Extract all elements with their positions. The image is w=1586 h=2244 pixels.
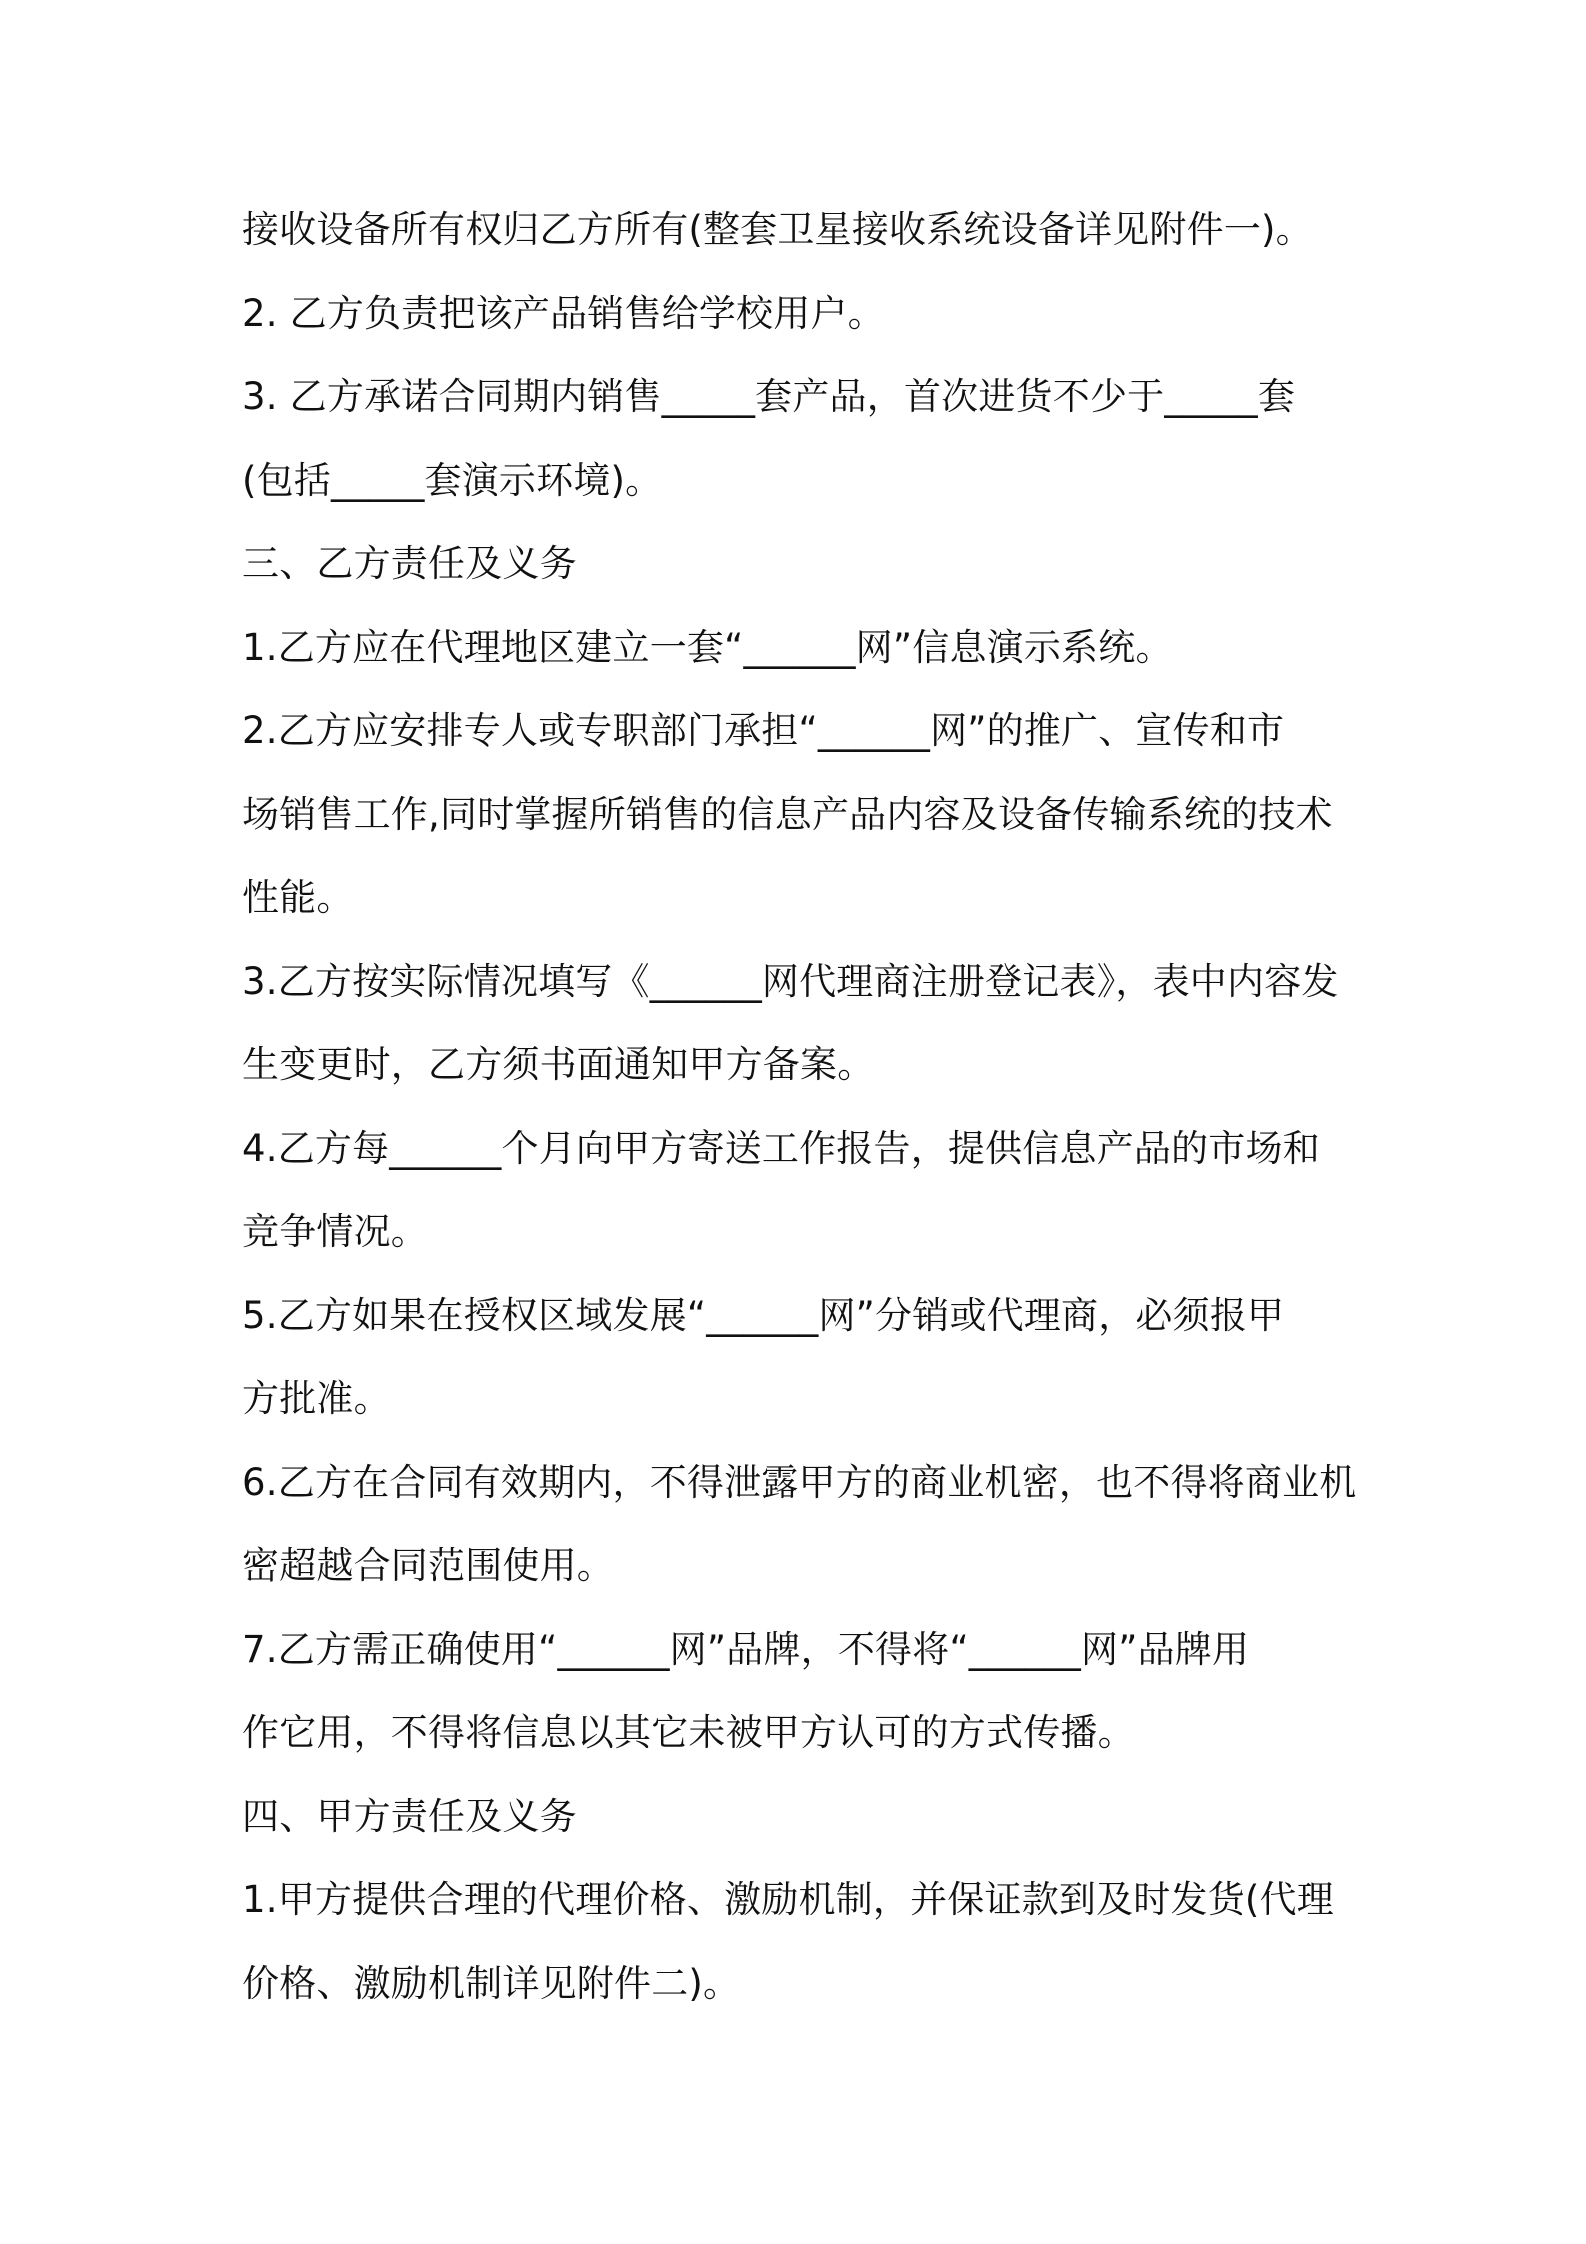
text-line: 3.乙方按实际情况填写《______网代理商注册登记表》，表中内容发	[242, 959, 1339, 1003]
text-line: 3. 乙方承诺合同期内销售_____套产品，首次进货不少于_____套	[242, 375, 1296, 418]
text-line: 竞争情况。	[242, 1210, 428, 1253]
text-line: 方批准。	[242, 1377, 391, 1420]
text-line: 性能。	[242, 876, 354, 919]
text-line: (包括_____套演示环境)。	[242, 458, 663, 502]
section-heading: 三、乙方责任及义务	[242, 542, 577, 585]
text-line: 作它用，不得将信息以其它未被甲方认可的方式传播。	[242, 1711, 1135, 1754]
document-body	[242, 188, 1362, 2025]
text-line: 接收设备所有权归乙方所有(整套卫星接收系统设备详见附件一)。	[242, 208, 1313, 251]
section-heading: 四、甲方责任及义务	[242, 1794, 577, 1838]
text-line: 1.乙方应在代理地区建立一套“______网”信息演示系统。	[242, 625, 1173, 669]
text-line: 7.乙方需正确使用“______网”品牌，不得将“______网”品牌用	[242, 1627, 1250, 1671]
text-line: 2. 乙方负责把该产品销售给学校用户。	[242, 291, 885, 335]
text-line: 4.乙方每______个月向甲方寄送工作报告，提供信息产品的市场和	[242, 1126, 1320, 1170]
text-line: 6.乙方在合同有效期内，不得泄露甲方的商业机密，也不得将商业机	[242, 1460, 1357, 1504]
text-line: 5.乙方如果在授权区域发展“______网”分销或代理商，必须报甲	[242, 1293, 1285, 1337]
text-line: 价格、激励机制详见附件二)。	[242, 1961, 741, 2005]
text-line: 生变更时，乙方须书面通知甲方备案。	[242, 1043, 875, 1086]
text-line: 密超越合同范围使用。	[242, 1544, 614, 1587]
text-line: 2.乙方应安排专人或专职部门承担“______网”的推广、宣传和市	[242, 709, 1285, 752]
text-line: 1.甲方提供合理的代理价格、激励机制，并保证款到及时发货(代理	[242, 1878, 1334, 1921]
text-line: 场销售工作,同时掌握所销售的信息产品内容及设备传输系统的技术	[242, 792, 1333, 836]
